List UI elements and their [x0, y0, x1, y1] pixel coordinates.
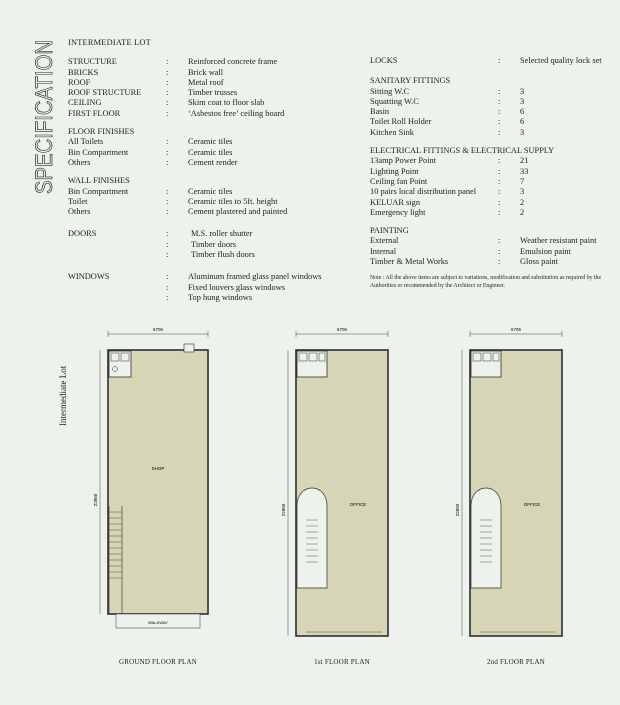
spec-colon: :: [166, 250, 169, 260]
spec-label: [68, 293, 166, 303]
spec-colon: :: [166, 229, 169, 239]
spec-row: [370, 128, 610, 138]
floor-plans-svg: [0, 320, 620, 700]
spec-row: [68, 98, 368, 108]
spec-value: ‘Asbestos free’ ceiling board: [188, 108, 285, 118]
spec-label: Internal: [370, 246, 397, 256]
spec-value: Fixed louvers glass windows: [188, 282, 286, 292]
spec-colon: :: [166, 282, 169, 292]
spec-value: Timber trusses: [188, 88, 238, 98]
disclaimer-note: Note : All the above items are subject to variations, modification and substitution as required by the Authorities or recommended by the Architect or Engineer.: [370, 275, 602, 289]
page-title: [30, 36, 60, 196]
spec-row: [370, 198, 610, 208]
group-title: WALL FINISHES: [68, 176, 130, 186]
spec-label: Bin Compartment: [68, 186, 129, 196]
spec-label: Squatting W.C: [370, 96, 419, 106]
spec-value: Aluminum framed glass panel windows: [188, 272, 322, 282]
spec-label: All Toilets: [68, 137, 104, 147]
spec-value: Metal roof: [188, 77, 224, 87]
spec-colon: :: [498, 117, 501, 127]
spec-label: LOCKS: [370, 56, 398, 65]
spec-colon: :: [166, 207, 169, 217]
spec-row: [68, 272, 368, 282]
spec-label: STRUCTURE: [68, 57, 117, 67]
spec-label: Emergency light: [370, 207, 426, 217]
spec-row: [370, 177, 610, 187]
room-label: OFFICE: [349, 502, 367, 507]
spec-colon: :: [498, 236, 501, 246]
spec-colon: :: [166, 147, 169, 157]
spec-value: 33: [520, 166, 529, 176]
group-title: FLOOR FINISHES: [68, 127, 135, 137]
intermediate-lot-text: Intermediate Lot: [58, 365, 68, 426]
spec-row: [68, 88, 368, 98]
spec-value: Gloss paint: [520, 257, 558, 267]
spec-row: [370, 167, 610, 177]
group-title: PAINTING: [370, 226, 409, 236]
spec-label: KELUAR sign: [370, 197, 421, 207]
spec-row: [68, 109, 368, 119]
spec-value: 3: [520, 86, 525, 96]
spec-row: [370, 236, 610, 246]
spec-value: Ceramic tiles: [188, 137, 233, 147]
spec-row: [68, 229, 368, 239]
spec-row: [68, 293, 368, 303]
spec-value: Skim coat to floor slab: [188, 98, 265, 108]
spec-colon: :: [498, 257, 501, 267]
spec-colon: :: [166, 292, 169, 302]
walkway-label: WALKWAY: [148, 620, 168, 625]
spec-value: Timber flush doors: [191, 250, 255, 260]
spec-value: Timber doors: [191, 239, 237, 249]
spec-colon: :: [498, 107, 501, 117]
spec-colon: :: [498, 187, 501, 197]
spec-row: [370, 187, 610, 197]
spec-row: [68, 207, 368, 217]
spec-row: [68, 250, 368, 260]
spec-label: Sitting W.C: [370, 86, 410, 96]
spec-colon: :: [498, 127, 501, 137]
spec-value: Emulsion paint: [520, 246, 571, 256]
spec-row: [370, 208, 610, 218]
spec-value: Ceramic tiles: [188, 186, 233, 196]
spec-colon: :: [166, 272, 169, 282]
depth-dimension: 22860: [455, 503, 460, 517]
spec-row: [68, 158, 368, 168]
page-title-text: SPECIFICATION: [31, 36, 58, 194]
page-title-svg: [30, 36, 60, 196]
spec-group-wall-finishes: [68, 176, 368, 217]
spec-label: Toilet Roll Holder: [370, 117, 432, 127]
spec-label: WINDOWS: [68, 272, 110, 282]
room-label: OFFICE: [523, 502, 541, 507]
spec-label: Others: [68, 207, 91, 217]
spec-group-locks: [370, 56, 610, 66]
spec-row: [68, 137, 368, 147]
spec-colon: :: [166, 77, 169, 87]
ground-floor-caption: GROUND FLOOR PLAN: [118, 658, 198, 666]
room-label: SHOP: [151, 466, 165, 471]
group-title: ELECTRICAL FITTINGS & ELECTRICAL SUPPLY: [370, 146, 555, 156]
spec-row: [68, 57, 368, 67]
spec-colon: :: [498, 86, 501, 96]
spec-value: 7: [520, 176, 525, 186]
spec-label: External: [370, 236, 399, 246]
spec-colon: :: [166, 57, 169, 67]
spec-value: Top hung windows: [188, 292, 253, 302]
spec-colon: :: [498, 197, 501, 207]
spec-row: [370, 107, 610, 117]
first-floor-caption: 1st FLOOR PLAN: [314, 658, 370, 666]
spec-value: 3: [520, 187, 525, 197]
section-title: INTERMEDIATE LOT: [68, 38, 151, 47]
spec-value: Ceramic tiles: [188, 147, 233, 157]
width-dimension: 6706: [152, 327, 164, 332]
spec-label: [68, 240, 166, 250]
spec-colon: :: [498, 156, 501, 166]
spec-row: [68, 78, 368, 88]
spec-colon: :: [166, 137, 169, 147]
spec-group-electrical: [370, 146, 610, 218]
spec-group-painting: [370, 226, 610, 267]
floor-plans: [0, 320, 620, 700]
depth-dimension: 22860: [93, 493, 98, 507]
spec-label: 13amp Power Point: [370, 156, 437, 166]
spec-label: Toilet: [68, 196, 88, 206]
spec-value: 3: [520, 96, 525, 106]
spec-row: [370, 257, 610, 267]
spec-row: [68, 68, 368, 78]
ground-floor-plan: [93, 327, 208, 628]
width-dimension: 6706: [510, 327, 522, 332]
spec-group-floor-finishes: [68, 127, 368, 168]
spec-colon: :: [166, 88, 169, 98]
spec-label: FIRST FLOOR: [68, 108, 121, 118]
toilet-block: [109, 351, 131, 377]
spec-group-sanitary: [370, 76, 610, 138]
spec-colon: :: [166, 196, 169, 206]
spec-value: Brick wall: [188, 67, 224, 77]
spec-row: [68, 240, 368, 250]
spec-label: Ceiling fan Point: [370, 176, 428, 186]
spec-colon: :: [498, 56, 501, 65]
spec-value: 2: [520, 207, 525, 217]
spec-row: [68, 197, 368, 207]
spec-colon: :: [166, 186, 169, 196]
spec-value: Ceramic tiles to 5ft. height: [188, 196, 278, 206]
spec-value: Cement plastered and painted: [188, 207, 288, 217]
spec-group-windows: [68, 272, 368, 303]
spec-colon: :: [166, 239, 169, 249]
spec-colon: :: [498, 96, 501, 106]
spec-right-column: [370, 56, 610, 290]
spec-value: Selected quality lock set: [520, 56, 602, 65]
rear-door: [184, 344, 194, 352]
spec-value: 6: [520, 117, 525, 127]
spec-label: [68, 283, 166, 293]
group-title: SANITARY FITTINGS: [370, 76, 451, 86]
spec-label: ROOF STRUCTURE: [68, 88, 142, 98]
spec-colon: :: [166, 157, 169, 167]
spec-colon: :: [166, 98, 169, 108]
spec-group-general: [68, 57, 368, 119]
spec-value: 3: [520, 127, 525, 137]
spec-value: 6: [520, 107, 525, 117]
spec-label: Timber & Metal Works: [370, 257, 449, 267]
spec-colon: :: [498, 166, 501, 176]
spec-group-doors: [68, 229, 368, 260]
spec-left-column: [68, 38, 368, 311]
spec-row: [370, 87, 610, 97]
spec-value: Cement render: [188, 157, 238, 167]
spec-label: Bin Compartment: [68, 147, 129, 157]
spec-colon: :: [498, 176, 501, 186]
spec-row: [370, 56, 610, 66]
spec-row: [68, 283, 368, 293]
spec-value: Weather resistant paint: [520, 236, 597, 246]
depth-dimension: 22860: [281, 503, 286, 517]
second-floor-caption: 2nd FLOOR PLAN: [486, 658, 546, 666]
spec-label: Lighting Point: [370, 166, 419, 176]
toilet-block: [297, 351, 327, 377]
spec-value: Reinforced concrete frame: [188, 57, 278, 67]
spec-label: Basin: [370, 107, 390, 117]
spec-colon: :: [166, 67, 169, 77]
spec-value: 21: [520, 156, 529, 166]
spec-label: CEILING: [68, 98, 102, 108]
spec-label: BRICKS: [68, 67, 99, 77]
spec-label: [68, 250, 166, 260]
spec-row: [370, 97, 610, 107]
spec-value: 2: [520, 197, 525, 207]
spec-row: [370, 247, 610, 257]
spec-colon: :: [498, 207, 501, 217]
spec-colon: :: [498, 246, 501, 256]
spec-label: 10 pairs local distribution panel: [370, 187, 477, 197]
toilet-block: [471, 351, 501, 377]
spec-row: [68, 148, 368, 158]
spec-label: Kitchen Sink: [370, 127, 414, 137]
first-floor-plan: [281, 327, 388, 636]
spec-label: DOORS: [68, 229, 97, 239]
spec-colon: :: [166, 108, 169, 118]
spec-row: [68, 187, 368, 197]
spec-row: [370, 117, 610, 127]
spec-value: M.S. roller shutter: [191, 229, 253, 239]
second-floor-plan: [455, 327, 562, 636]
spec-row: [370, 156, 610, 166]
width-dimension: 6706: [336, 327, 348, 332]
spec-label: Others: [68, 157, 91, 167]
floor-area: [108, 350, 208, 614]
spec-label: ROOF: [68, 77, 91, 87]
